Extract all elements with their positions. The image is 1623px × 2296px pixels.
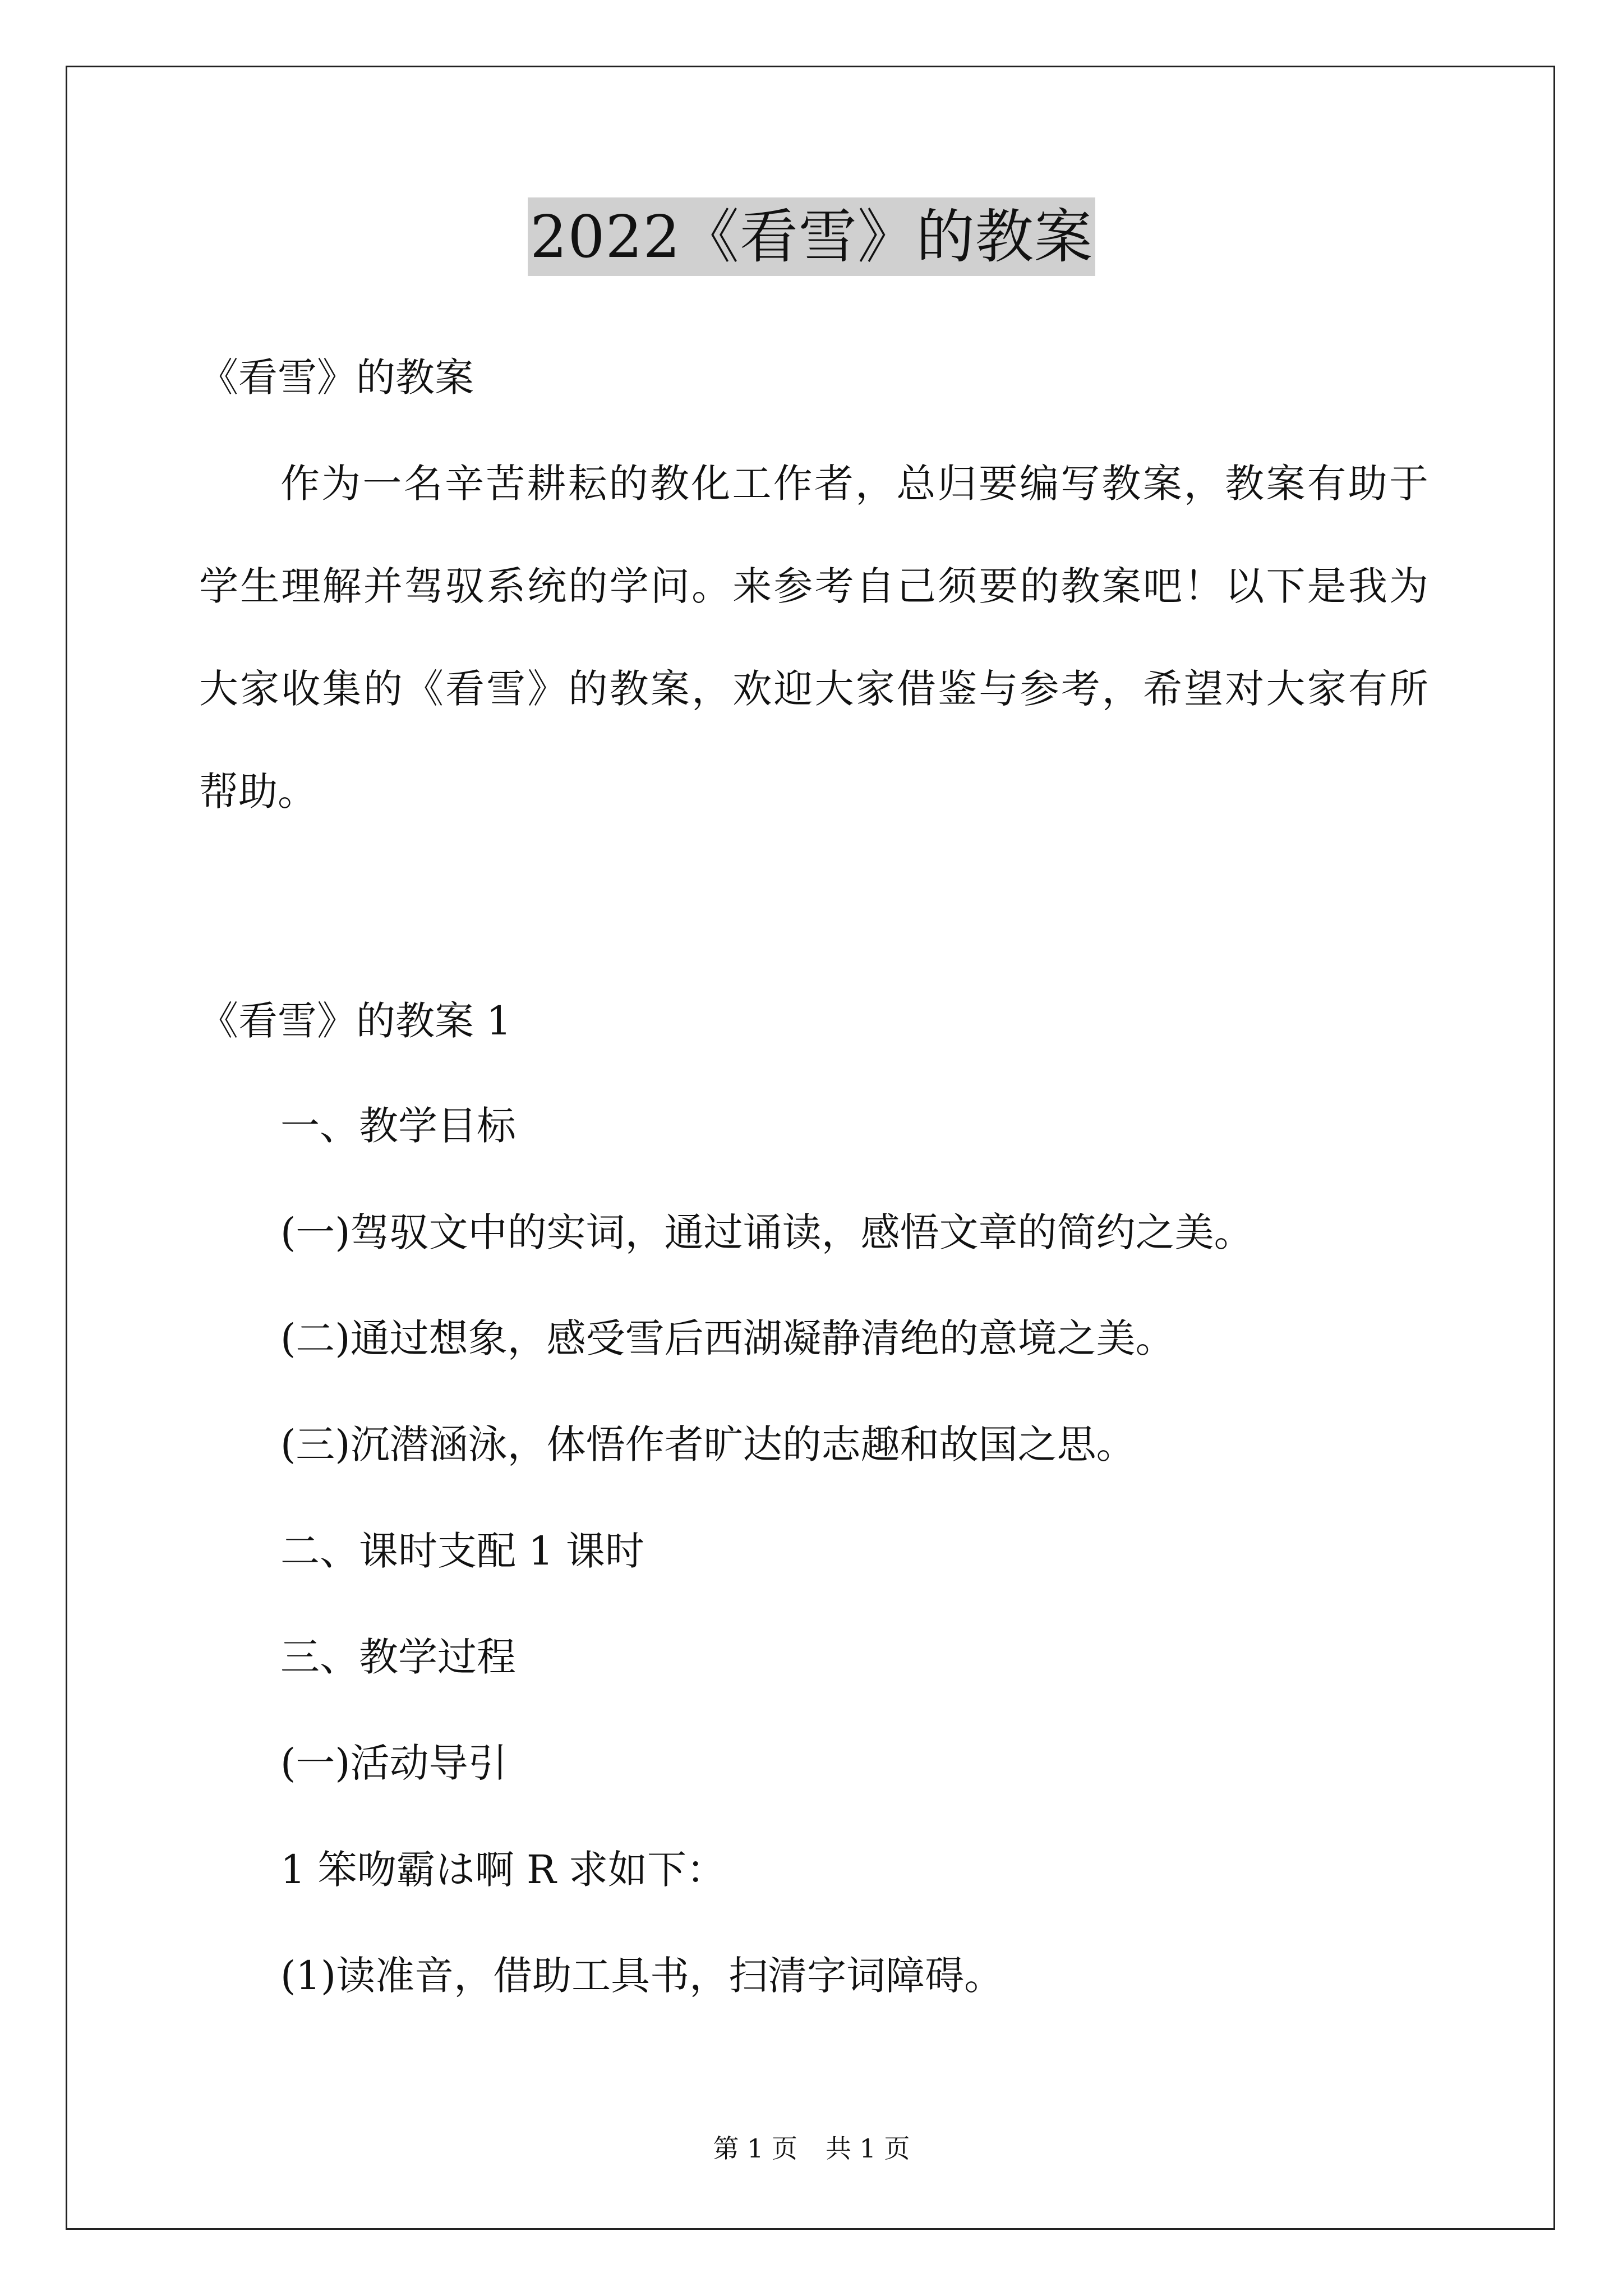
- document-title: 2022《看雪》的教案: [528, 197, 1095, 276]
- body-line-5: 二、课时支配 1 课时: [280, 1528, 645, 1574]
- body-line-6: 三、教学过程: [280, 1634, 516, 1680]
- intro-line-1: 作为一名辛苦耕耘的教化工作者，总归要编写教案，教案有助于: [280, 461, 1428, 507]
- body-line-7: (一)活动导引: [280, 1740, 508, 1786]
- intro-line-3: 大家收集的《看雪》的教案，欢迎大家借鉴与参考，希望对大家有所: [199, 666, 1428, 712]
- title-container: [0, 197, 1623, 276]
- body-line-2: (一)驾驭文中的实词，通过诵读，感悟文章的简约之美。: [280, 1209, 1253, 1255]
- body-line-9: (1)读准音，借助工具书，扫清字词障碍。: [280, 1953, 1004, 1999]
- page-number-total: 共 1 页: [826, 2133, 910, 2164]
- body-line-4: (三)沉潜涵泳，体悟作者旷达的志趣和故国之思。: [280, 1421, 1136, 1467]
- page-number-current: 第 1 页: [713, 2133, 797, 2164]
- intro-line-4: 帮助。: [199, 769, 317, 815]
- body-line-1: 一、教学目标: [280, 1103, 516, 1149]
- body-line-3: (二)通过想象，感受雪后西湖凝静清绝的意境之美。: [280, 1315, 1175, 1361]
- document-subtitle: 《看雪》的教案: [199, 355, 474, 401]
- section-heading: 《看雪》的教案 1: [199, 998, 511, 1044]
- page-footer: [0, 2132, 1623, 2165]
- intro-line-2: 学生理解并驾驭系统的学问。来参考自己须要的教案吧！以下是我为: [199, 563, 1428, 609]
- body-line-8: 1 笨吻霸は啊 R 求如下：: [280, 1847, 726, 1893]
